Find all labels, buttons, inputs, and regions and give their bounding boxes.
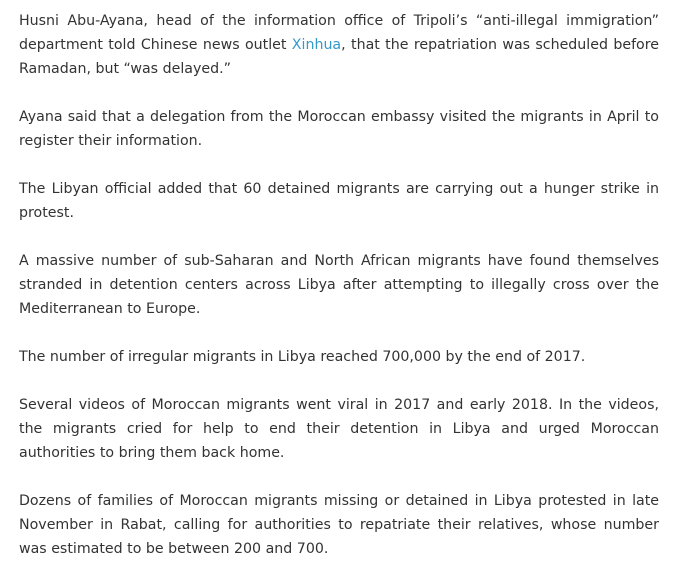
xinhua-link[interactable]: Xinhua <box>291 37 342 53</box>
paragraph-viral-videos: Several videos of Moroccan migrants went viral in 2017 and early 2018. In the videos, the migrants cried for help to end their detention in Libya and urged Moroccan authorities to bring them back home. <box>19 397 659 461</box>
paragraph-rabat-protest: Dozens of families of Moroccan migrants missing or detained in Libya protested in late November in Rabat, calling for authorities to repatriate their relatives, whose number was estimated to be between 200 and 700. <box>19 493 659 557</box>
paragraph-embassy-delegation: Ayana said that a delegation from the Moroccan embassy visited the migrants in April to register their information. <box>19 109 659 149</box>
paragraph-hunger-strike: The Libyan official added that 60 detained migrants are carrying out a hunger strike in protest. <box>19 181 659 221</box>
paragraph-stranded-migrants: A massive number of sub-Saharan and North African migrants have found themselves stranded in detention centers across Libya after attempting to illegally cross over the Mediterranean to Europe. <box>19 253 659 317</box>
article-body <box>19 9 659 585</box>
paragraph-text: , that the repatriation was scheduled before Ramadan, but “was delayed.” <box>19 37 659 77</box>
paragraph-migrant-numbers: The number of irregular migrants in Libya reached 700,000 by the end of 2017. <box>19 349 586 365</box>
paragraph-text: Husni Abu-Ayana, head of the information office of Tripoli’s “anti-illegal immigration” department told Chinese news outlet <box>19 13 659 53</box>
paragraph-xinhua-quote <box>19 9 659 81</box>
